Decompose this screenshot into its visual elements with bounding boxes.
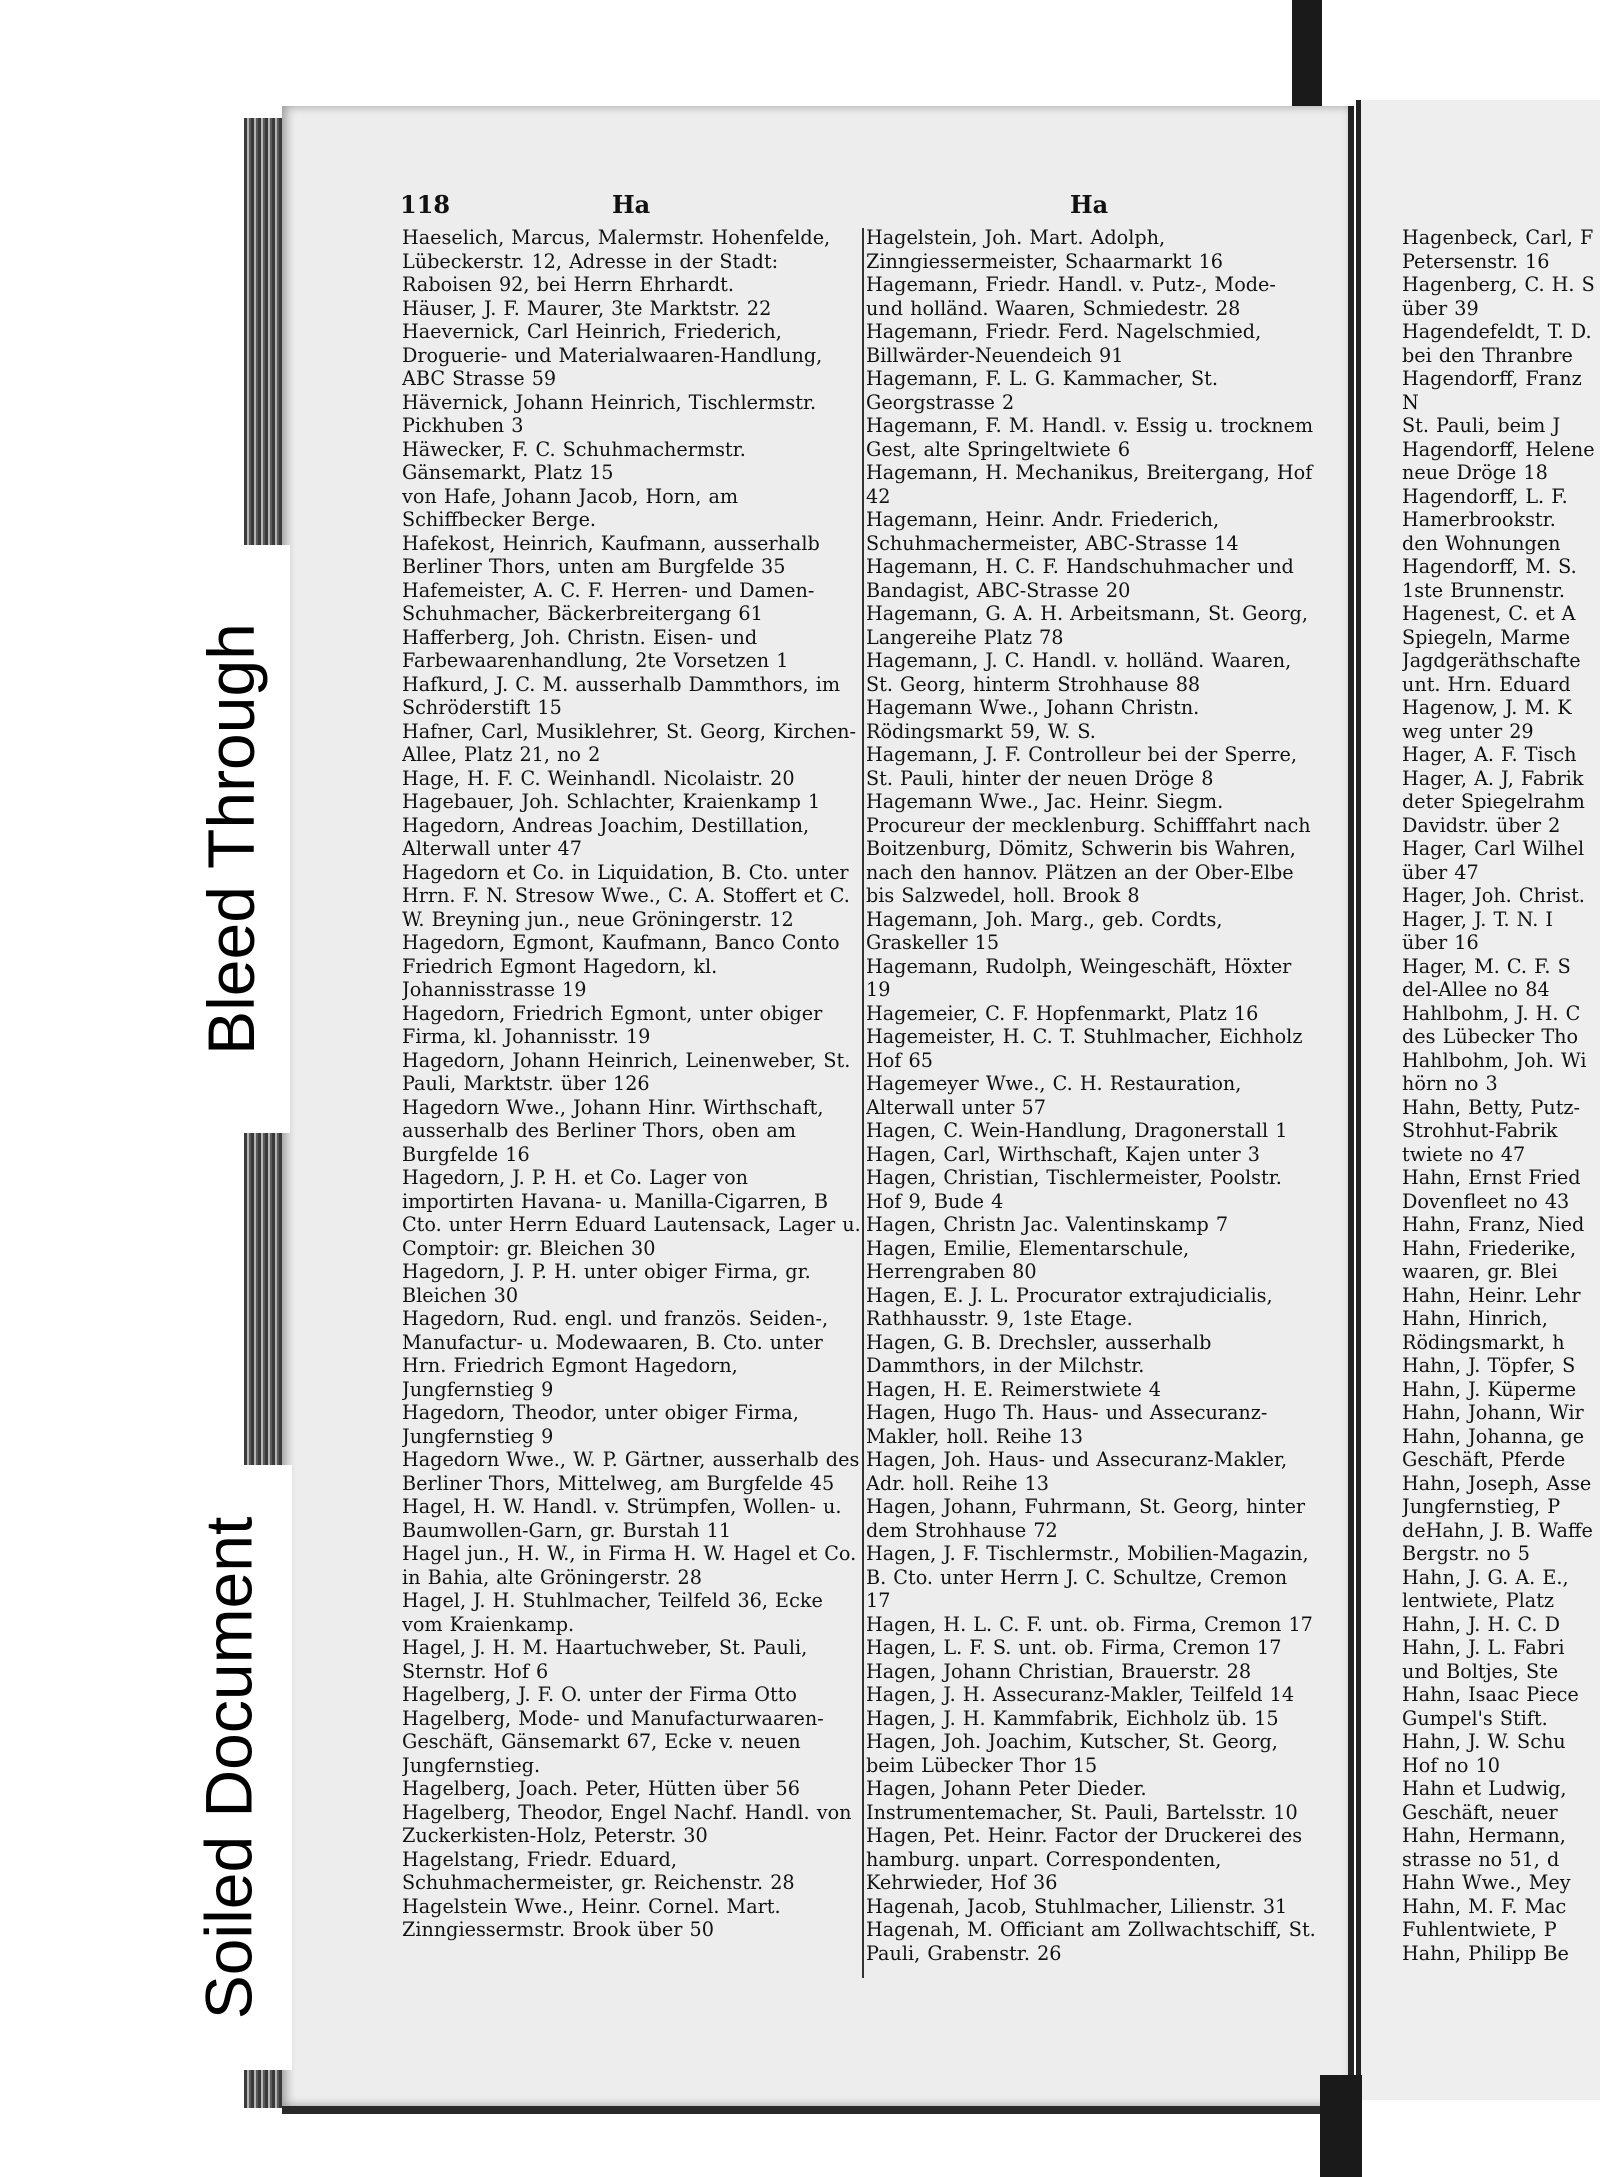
directory-entry: Geschäft, Pferde [1402,1448,1566,1471]
directory-entry: Hahn, Heinr. Lehr [1402,1283,1581,1307]
directory-entry: Hagen, Johann, Fuhrmann, St. Georg, hinter dem Strohhause 72 [866,1495,1306,1542]
directory-entry: und Boltjes, Ste [1402,1659,1559,1683]
directory-entry: Hahn, Hermann, [1402,1824,1566,1847]
directory-entry: Hagedorn, J. P. H. et Co. Lager von importirten Havana- u. Manilla-Cigarren, B Cto. unter Herrn Eduard Lautensack, Lager u. Comptoir: gr. Bleichen 30 [402,1166,861,1260]
soiled-document-label-text: Soiled Document [191,1516,266,2019]
directory-entry: Hagen, G. B. Drechsler, ausserhalb Dammthors, in der Milchstr. [866,1330,1212,1377]
directory-entry: Hagenbeck, Carl, F [1402,226,1594,249]
directory-entry: Hagemeier, C. F. Hopfenmarkt, Platz 16 [866,1001,1259,1025]
directory-entry: Hagel, J. H. Stuhlmacher, Teilfeld 36, Ecke vom Kraienkamp. [402,1589,823,1636]
directory-entry: von Hafe, Johann Jacob, Horn, am Schiffbecker Berge. [402,484,739,531]
directory-entry: Hagen, L. F. S. unt. ob. Firma, Cremon 17 [866,1636,1282,1659]
directory-entry: Hagen, Joh. Haus- und Assecuranz-Makler, Adr. holl. Reihe 13 [866,1448,1288,1495]
directory-entry: Jagdgeräthschafte [1402,649,1581,672]
directory-entry: Spiegeln, Marme [1402,625,1571,649]
soiled-document-label [164,1465,292,2070]
directory-entry: Hagedorn Wwe., W. P. Gärtner, ausserhalb des Berliner Thors, Mittelweg, am Burgfelde 45 [402,1448,860,1495]
directory-entry: Hagemeyer Wwe., C. H. Restauration, Alterwall unter 57 [866,1072,1242,1119]
directory-entry: Hagelberg, J. F. O. unter der Firma Otto Hagelberg, Mode- und Manufacturwaaren-Geschäft, Gänsemarkt 67, Ecke v. neuen Jungfernstieg. [402,1683,824,1777]
directory-entry: Hafner, Carl, Musiklehrer, St. Georg, Kirchen-Allee, Platz 21, no 2 [402,719,857,766]
directory-entry: Jungfernstieg, P [1402,1495,1561,1518]
directory-entry: den Wohnungen [1402,531,1561,555]
directory-entry: Hagen, Johann Peter Dieder. Instrumentemacher, St. Pauli, Bartelsstr. 10 [866,1777,1298,1824]
directory-entry: Hagelstein Wwe., Heinr. Cornel. Mart. Zinngiessermstr. Brook über 50 [402,1894,781,1941]
directory-entry: Hagemann, Friedr. Ferd. Nagelschmied, Billwärder-Neuendeich 91 [866,320,1262,367]
directory-entry: Hagedorn, Johann Heinrich, Leinenweber, St. Pauli, Marktstr. über 126 [402,1048,851,1095]
directory-entry: Hagemann, F. M. Handl. v. Essig u. trocknem Gest, alte Springeltwiete 6 [866,414,1314,461]
directory-entry: twiete no 47 [1402,1142,1526,1166]
directory-entry: Rödingsmarkt, h [1402,1330,1565,1354]
directory-entry: Hagel jun., H. W., in Firma H. W. Hagel et Co. in Bahia, alte Gröningerstr. 28 [402,1542,857,1589]
directory-entry: Hahn, J. L. Fabri [1402,1636,1565,1659]
directory-entry: Hagedorn, J. P. H. unter obiger Firma, gr. Bleichen 30 [402,1260,811,1307]
directory-entry: Hagen, Carl, Wirthschaft, Kajen unter 3 [866,1142,1260,1166]
directory-entry: Hahn, J. Töpfer, S [1402,1354,1576,1377]
directory-entry: über 47 [1402,860,1479,884]
directory-entry: Häwecker, F. C. Schuhmachermstr. Gänsemarkt, Platz 15 [402,437,746,484]
directory-entry: Hagemann, J. C. Handl. v. holländ. Waaren, St. Georg, hinterm Strohhause 88 [866,649,1292,696]
directory-entry: weg unter 29 [1402,719,1534,743]
directory-entry: Hagel, H. W. Handl. v. Strümpfen, Wollen- u. Baumwollen-Garn, gr. Burstah 11 [402,1495,842,1542]
directory-entry: Hagemann, Heinr. Andr. Friederich, Schuhmachermeister, ABC-Strasse 14 [866,508,1239,555]
column-header-left: Ha [612,190,651,219]
directory-entry: Hagendefeldt, T. D. [1402,320,1592,343]
directory-entry: Hafferberg, Joh. Christn. Eisen- und Farbewaarenhandlung, 2te Vorsetzen 1 [402,625,789,672]
column-header-right: Ha [1070,190,1109,219]
directory-entry: Haeselich, Marcus, Malermstr. Hohenfelde, Lübeckerstr. 12, Adresse in der Stadt: Raboisen 92, bei Herrn Ehrhardt. [402,226,831,296]
directory-entry: Hagen, J. H. Assecuranz-Makler, Teilfeld 14 [866,1683,1295,1706]
directory-entry: Hager, A. F. Tisch [1402,743,1577,766]
directory-entry: Hagendorff, L. F. [1402,484,1568,508]
directory-entry: Hagenest, C. et A [1402,602,1576,625]
directory-entry: Hahn, Johanna, ge [1402,1424,1585,1448]
directory-entry: Haevernick, Carl Heinrich, Friederich, Droguerie- und Materialwaaren-Handlung, ABC Strasse 59 [402,320,823,390]
directory-entry: Hof no 10 [1402,1753,1500,1777]
directory-entry: Dovenfleet no 43 [1402,1189,1570,1213]
directory-entry: Hahlbohm, Joh. Wi [1402,1048,1587,1072]
directory-entry: Hagelstein, Joh. Mart. Adolph, Zinngiessermeister, Schaarmarkt 16 [866,226,1223,273]
scan-clip-top [1292,0,1322,110]
directory-entry: Hagemann Wwe., Johann Christn. Rödingsmarkt 59, W. S. [866,696,1200,743]
directory-entry: Hagedorn, Egmont, Kaufmann, Banco Conto Friedrich Egmont Hagedorn, kl. Johannisstrasse 19 [402,931,840,1001]
directory-entry: Bergstr. no 5 [1402,1542,1530,1565]
directory-entry: Hagen, Christn Jac. Valentinskamp 7 [866,1213,1229,1236]
directory-entry: Davidstr. über 2 [1402,813,1561,837]
directory-entry: Hagenah, M. Officiant am Zollwachtschiff, St. Pauli, Grabenstr. 26 [866,1918,1316,1965]
directory-entry: Hagendorff, Helene [1402,437,1595,461]
directory-entry: Hagenah, Jacob, Stuhlmacher, Lilienstr. 31 [866,1894,1288,1918]
bleed-through-label [172,545,290,1133]
directory-entry: Hager, Carl Wilhel [1402,837,1585,860]
directory-entry: Hahn, Joseph, Asse [1402,1471,1592,1495]
directory-entry: Hahn, Friederike, [1402,1236,1577,1260]
directory-entry: Hagenow, J. M. K [1402,696,1572,719]
directory-entry: Hahlbohm, J. H. C [1402,1001,1581,1025]
directory-entry: 1ste Brunnenstr. [1402,578,1565,602]
directory-entry: waaren, gr. Blei [1402,1260,1558,1283]
directory-entry: Hafekost, Heinrich, Kaufmann, ausserhalb Berliner Thors, unten am Burgfelde 35 [402,531,820,578]
directory-entry: des Lübecker Tho [1402,1025,1579,1048]
directory-entry: Hagelberg, Theodor, Engel Nachf. Handl. von Zuckerkisten-Holz, Peterstr. 30 [402,1800,852,1847]
directory-entry: Hamerbrookstr. [1402,508,1556,531]
directory-entry: Hahn, Franz, Nied [1402,1213,1585,1236]
directory-entry: Hahn, Hinrich, [1402,1307,1548,1330]
directory-entry: Hagemann, H. C. F. Handschuhmacher und Bandagist, ABC-Strasse 20 [866,555,1294,602]
directory-entry: Hagen, Johann Christian, Brauerstr. 28 [866,1659,1252,1683]
directory-entry: Hagedorn et Co. in Liquidation, B. Cto. unter Hrrn. F. N. Stresow Wwe., C. A. Stoffert et C. W. Breyning jun., neue Gröningerstr. 12 [402,860,850,931]
directory-entry: Hagen, H. L. C. F. unt. ob. Firma, Cremon 17 [866,1612,1313,1636]
directory-entry: Hagen, J. F. Tischlermstr., Mobilien-Magazin, B. Cto. unter Herrn J. C. Schultze, Cremon 17 [866,1542,1309,1612]
directory-entry: Hahn, Philipp Be [1402,1941,1569,1965]
directory-entry: Hagemann, J. F. Controlleur bei der Sperre, St. Pauli, hinter der neuen Dröge 8 [866,743,1297,790]
directory-entry: Hagen, C. Wein-Handlung, Dragonerstall 1 [866,1119,1288,1142]
directory-column-right [866,226,1318,1986]
directory-entry: Hagebauer, Joh. Schlachter, Kraienkamp 1 [402,790,821,813]
directory-entry: Hahn Wwe., Mey [1402,1871,1571,1894]
directory-entry: Hagen, H. E. Reimerstwiete 4 [866,1377,1162,1401]
directory-entry: über 39 [1402,296,1479,320]
directory-entry: Petersenstr. 16 [1402,249,1550,273]
directory-entry: Hager, J. T. N. I [1402,907,1553,931]
directory-entry: Hagelberg, Joach. Peter, Hütten über 56 [402,1777,800,1800]
directory-entry: Hagedorn Wwe., Johann Hinr. Wirthschaft, ausserhalb des Berliner Thors, oben am Burgfelde 16 [402,1095,824,1166]
directory-entry: Hagen, Emilie, Elementarschule, Herrengraben 80 [866,1236,1190,1283]
column-divider [862,228,864,1978]
directory-entry: Hagemann, F. L. G. Kammacher, St. Georgstrasse 2 [866,367,1218,414]
directory-entry: Hagendorff, Franz N [1402,367,1582,414]
directory-entry: Hagen, Joh. Joachim, Kutscher, St. Georg, beim Lübecker Thor 15 [866,1730,1278,1777]
page-number: 118 [400,190,451,219]
directory-entry: Hagendorff, M. S. [1402,555,1577,578]
directory-entry: Hahn, J. Küperme [1402,1377,1577,1401]
directory-entry: Hagemann, Friedr. Handl. v. Putz-, Mode- und holländ. Waaren, Schmiedestr. 28 [866,273,1276,320]
directory-entry: Hager, M. C. F. S [1402,954,1571,978]
directory-entry: Gumpel's Stift. [1402,1706,1548,1730]
directory-entry: Hagemann, Joh. Marg., geb. Cordts, Graskeller 15 [866,907,1223,954]
directory-column-left [402,226,862,1986]
directory-entry: hörn no 3 [1402,1072,1498,1095]
directory-entry: Hävernick, Johann Heinrich, Tischlermstr. Pickhuben 3 [402,390,817,437]
directory-entry: unt. Hrn. Eduard [1402,672,1571,696]
directory-entry: Hahn, Johann, Wir [1402,1401,1584,1424]
directory-entry: deter Spiegelrahm [1402,790,1585,813]
directory-entry: Hagedorn, Andreas Joachim, Destillation, Alterwall unter 47 [402,813,810,860]
directory-entry: Hagen, J. H. Kammfabrik, Eichholz üb. 15 [866,1706,1279,1730]
directory-entry: Hagemann, Rudolph, Weingeschäft, Höxter 19 [866,954,1292,1001]
directory-entry: Hager, A. J, Fabrik [1402,766,1584,790]
directory-entry: Hahn, J. H. C. D [1402,1612,1560,1636]
directory-entry: Hager, Joh. Christ. [1402,884,1585,907]
directory-entry: lentwiete, Platz [1402,1589,1555,1612]
directory-entry: Hahn, Ernst Fried [1402,1166,1581,1189]
directory-entry: Hagemeister, H. C. T. Stuhlmacher, Eichholz Hof 65 [866,1025,1303,1072]
directory-entry: strasse no 51, d [1402,1847,1560,1871]
directory-entry: Hagen, Christian, Tischlermeister, Poolstr. Hof 9, Bude 4 [866,1166,1282,1213]
directory-entry: Hagenberg, C. H. S [1402,273,1595,296]
directory-entry: Strohhut-Fabrik [1402,1119,1558,1142]
directory-entry: Häuser, J. F. Maurer, 3te Marktstr. 22 [402,296,772,320]
directory-entry: Hahn et Ludwig, [1402,1777,1567,1800]
directory-entry: Hahn, J. W. Schu [1402,1730,1566,1753]
directory-entry: del-Allee no 84 [1402,978,1550,1001]
directory-entry: Hagemann, H. Mechanikus, Breitergang, Hof 42 [866,461,1313,508]
directory-entry: Hagel, J. H. M. Haartuchweber, St. Pauli, Sternstr. Hof 6 [402,1636,808,1683]
directory-entry: Hagedorn, Theodor, unter obiger Firma, Jungfernstieg 9 [402,1401,799,1448]
directory-entry: Hahn, Betty, Putz- [1402,1095,1581,1119]
directory-entry: Hahn, M. F. Mac [1402,1894,1567,1918]
directory-entry: Hagedorn, Rud. engl. und französ. Seiden-, Manufactur- u. Modewaaren, B. Cto. unter Hrn. Friedrich Egmont Hagedorn, Jungfernstieg 9 [402,1307,829,1401]
directory-entry: Geschäft, neuer [1402,1800,1558,1824]
directory-entry: Hahn, J. G. A. E., [1402,1565,1569,1589]
directory-column-facing-page [1402,226,1600,1986]
directory-entry: neue Dröge 18 [1402,461,1548,484]
directory-entry: Fuhlentwiete, P [1402,1918,1557,1941]
directory-entry: Hahn, Isaac Piece [1402,1683,1579,1706]
directory-entry: Hagedorn, Friedrich Egmont, unter obiger Firma, kl. Johannisstr. 19 [402,1001,823,1048]
directory-entry: Hafkurd, J. C. M. ausserhalb Dammthors, im Schröderstift 15 [402,672,841,719]
directory-entry: St. Pauli, beim J [1402,414,1561,437]
directory-entry: Hagen, Hugo Th. Haus- und Assecuranz-Makler, holl. Reihe 13 [866,1401,1268,1448]
directory-entry: Hagen, E. J. L. Procurator extrajudicialis, Rathhausstr. 9, 1ste Etage. [866,1283,1273,1330]
directory-entry: Hagemann, G. A. H. Arbeitsmann, St. Georg, Langereihe Platz 78 [866,602,1308,649]
directory-entry: Hagen, Pet. Heinr. Factor der Druckerei des hamburg. unpart. Correspondenten, Kehrwieder, Hof 36 [866,1824,1303,1894]
scan-clip-bottom [1320,2075,1362,2177]
directory-entry: Hage, H. F. C. Weinhandl. Nicolaistr. 20 [402,766,795,790]
directory-entry: Hafemeister, A. C. F. Herren- und Damen-Schuhmacher, Bäckerbreitergang 61 [402,578,815,625]
bleed-through-label-text: Bleed Through [194,623,268,1055]
directory-entry: Hagelstang, Friedr. Eduard, Schuhmachermeister, gr. Reichenstr. 28 [402,1847,795,1894]
directory-entry: über 16 [1402,931,1479,954]
directory-entry: deHahn, J. B. Waffe [1402,1518,1593,1542]
directory-entry: bei den Thranbre [1402,343,1573,367]
directory-entry: Hagemann Wwe., Jac. Heinr. Siegm. Procureur der mecklenburg. Schifffahrt nach Boitzenburg, Dömitz, Schwerin bis Wahren, nach den hannov. Plätzen an der Ober-Elbe bis Salzwedel, holl. Brook 8 [866,790,1311,907]
